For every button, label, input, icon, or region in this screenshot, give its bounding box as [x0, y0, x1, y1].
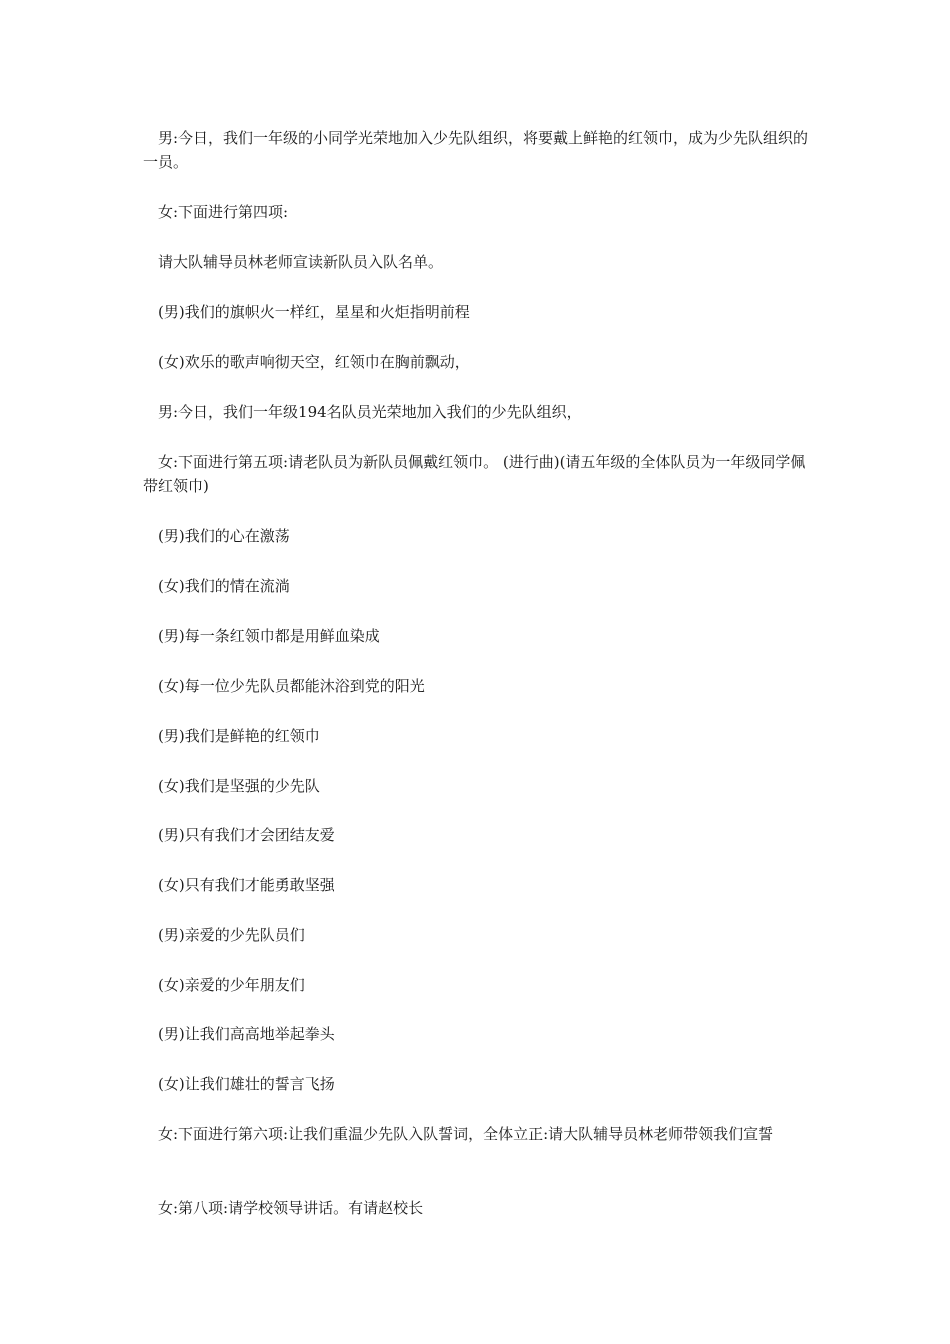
paragraph-17: (女)亲爱的少年朋友们 — [158, 976, 305, 994]
paragraph-13: (女)我们是坚强的少先队 — [158, 777, 320, 795]
paragraph-20: 女:下面进行第六项:让我们重温少先队入队誓词，全体立正:请大队辅导员林老师带领我们宣誓 — [158, 1125, 774, 1143]
paragraph-19: (女)让我们雄壮的誓言飞扬 — [158, 1075, 335, 1093]
paragraph-21: 女:第八项:请学校领导讲话。有请赵校长 — [158, 1199, 424, 1217]
paragraph-14: (男)只有我们才会团结友爱 — [158, 826, 335, 844]
paragraph-18: (男)让我们高高地举起拳头 — [158, 1025, 335, 1043]
paragraph-11: (女)每一位少先队员都能沐浴到党的阳光 — [158, 677, 425, 695]
paragraph-16: (男)亲爱的少先队员们 — [158, 926, 305, 944]
paragraph-15: (女)只有我们才能勇敢坚强 — [158, 876, 335, 894]
paragraph-1: 男:今日，我们一年级的小同学光荣地加入少先队组织，将要戴上鲜艳的红领巾，成为少先队组织的一员。 — [143, 129, 809, 171]
paragraph-3: 请大队辅导员林老师宣读新队员入队名单。 — [158, 253, 444, 271]
paragraph-10: (男)每一条红领巾都是用鲜血染成 — [158, 627, 380, 645]
paragraph-12: (男)我们是鲜艳的红领巾 — [158, 727, 320, 745]
paragraph-5: (女)欢乐的歌声响彻天空，红领巾在胸前飘动， — [158, 353, 470, 371]
paragraph-4: (男)我们的旗帜火一样红，星星和火炬指明前程 — [158, 303, 470, 321]
paragraph-7: 女:下面进行第五项:请老队员为新队员佩戴红领巾。 (进行曲)(请五年级的全体队员为一年级同学佩带红领巾) — [143, 453, 806, 495]
paragraph-9: (女)我们的情在流淌 — [158, 577, 290, 595]
paragraph-8: (男)我们的心在激荡 — [158, 527, 290, 545]
paragraph-2: 女:下面进行第四项: — [158, 203, 289, 221]
paragraph-6: 男:今日，我们一年级194名队员光荣地加入我们的少先队组织， — [158, 403, 582, 421]
